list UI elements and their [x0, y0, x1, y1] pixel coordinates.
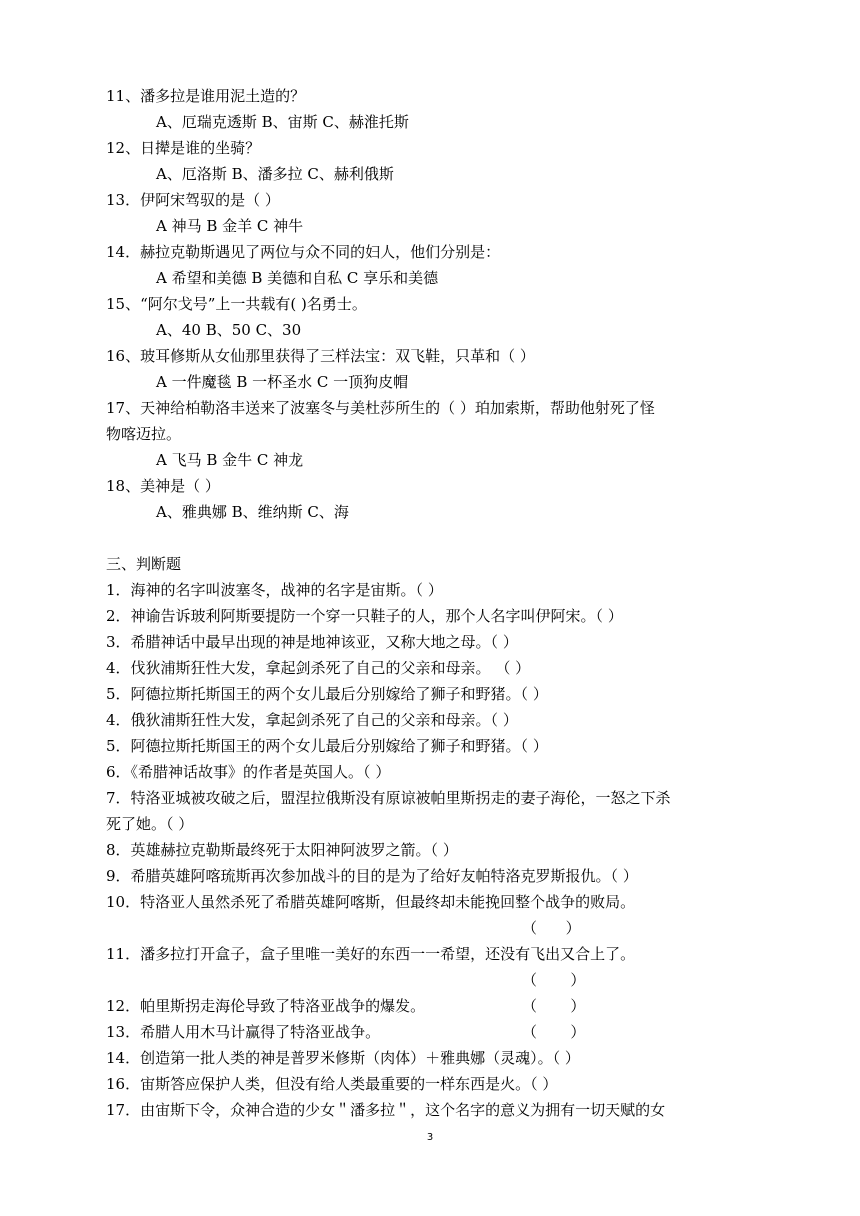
answer-paren: （ ）	[522, 997, 586, 1015]
judgement-item: 6．《希腊神话故事》的作者是英国人。（ ）	[106, 763, 391, 781]
question-13: 13．伊阿宋驾驭的是（ ）	[106, 191, 280, 209]
judgement-item: 2．神谕告诉玻利阿斯要提防一个穿一只鞋子的人，那个人名字叫伊阿宋。（ ）	[106, 607, 623, 625]
judgement-item: 13．希腊人用木马计赢得了特洛亚战争。	[106, 1023, 381, 1041]
answer-paren: （ ）	[522, 919, 581, 937]
judgement-item: 10．特洛亚人虽然杀死了希腊英雄阿喀斯，但最终却未能挽回整个战争的败局。	[106, 893, 636, 911]
judgement-item: 14．创造第一批人类的神是普罗米修斯（肉体）＋雅典娜（灵魂）。（ ）	[106, 1049, 580, 1067]
judgement-item: 5．阿德拉斯托斯国王的两个女儿最后分别嫁给了狮子和野猪。（ ）	[106, 737, 548, 755]
judgement-item: 1．海神的名字叫波塞冬，战神的名字是宙斯。（ ）	[106, 581, 443, 599]
question-15: 15、“阿尔戈号”上一共载有( )名勇士。	[106, 295, 367, 313]
question-15-options: A、40 B、50 C、30	[156, 321, 302, 339]
judgement-item: 17．由宙斯下令，众神合造的少女＂潘多拉＂，这个名字的意义为拥有一切天赋的女	[106, 1101, 666, 1119]
page-number: 3	[426, 1132, 434, 1143]
judgement-item: 8．英雄赫拉克勒斯最终死于太阳神阿波罗之箭。（ ）	[106, 841, 458, 859]
question-18-options: A、雅典娜 B、维纳斯 C、海	[156, 503, 349, 521]
section-heading: 三、判断题	[106, 555, 182, 573]
judgement-item: 11．潘多拉打开盒子，盒子里唯一美好的东西一一希望，还没有飞出又合上了。	[106, 945, 636, 963]
question-11-options: A、厄瑞克透斯 B、宙斯 C、赫淮托斯	[156, 113, 409, 131]
judgement-item: 3．希腊神话中最早出现的神是地神该亚，又称大地之母。（ ）	[106, 633, 518, 651]
question-16: 16、玻耳修斯从女仙那里获得了三样法宝：双飞鞋，只革和（ ）	[106, 347, 535, 365]
question-12: 12、日撵是谁的坐骑？	[106, 139, 261, 157]
question-16-options: A 一件魔毯 B 一杯圣水 C 一顶狗皮帽	[156, 373, 409, 391]
judgement-item: 7．特洛亚城被攻破之后，盟涅拉俄斯没有原谅被帕里斯拐走的妻子海伦，一怒之下杀	[106, 789, 671, 807]
answer-paren: （ ）	[522, 1023, 586, 1041]
question-17-continued: 物喀迈拉。	[106, 425, 182, 443]
judgement-item: 16．宙斯答应保护人类，但没有给人类最重要的一样东西是火。（ ）	[106, 1075, 558, 1093]
judgement-item: 4．俄狄浦斯狂性大发，拿起剑杀死了自己的父亲和母亲。（ ）	[106, 711, 518, 729]
question-12-options: A、厄洛斯 B、潘多拉 C、赫利俄斯	[156, 165, 394, 183]
question-11: 11、潘多拉是谁用泥土造的？	[106, 87, 306, 105]
judgement-item: 4．伐狄浦斯狂性大发，拿起剑杀死了自己的父亲和母亲。 （ ）	[106, 659, 531, 677]
judgement-item: 5．阿德拉斯托斯国王的两个女儿最后分别嫁给了狮子和野猪。（ ）	[106, 685, 548, 703]
question-14: 14．赫拉克勒斯遇见了两位与众不同的妇人，他们分别是：	[106, 243, 501, 261]
question-17: 17、天神给柏勒洛丰送来了波塞冬与美杜莎所生的（ ）珀加索斯，帮助他射死了怪	[106, 399, 655, 417]
judgement-item: 12．帕里斯拐走海伦导致了特洛亚战争的爆发。	[106, 997, 426, 1015]
judgement-item-continued: 死了她。（ ）	[106, 815, 194, 833]
question-13-options: A 神马 B 金羊 C 神牛	[156, 217, 304, 235]
question-18: 18、美神是（ ）	[106, 477, 220, 495]
answer-paren: （ ）	[522, 971, 586, 989]
question-14-options: A 希望和美德 B 美德和自私 C 享乐和美德	[156, 269, 439, 287]
judgement-item: 9．希腊英雄阿喀琉斯再次参加战斗的目的是为了给好友帕特洛克罗斯报仇。（ ）	[106, 867, 638, 885]
question-17-options: A 飞马 B 金牛 C 神龙	[156, 451, 304, 469]
